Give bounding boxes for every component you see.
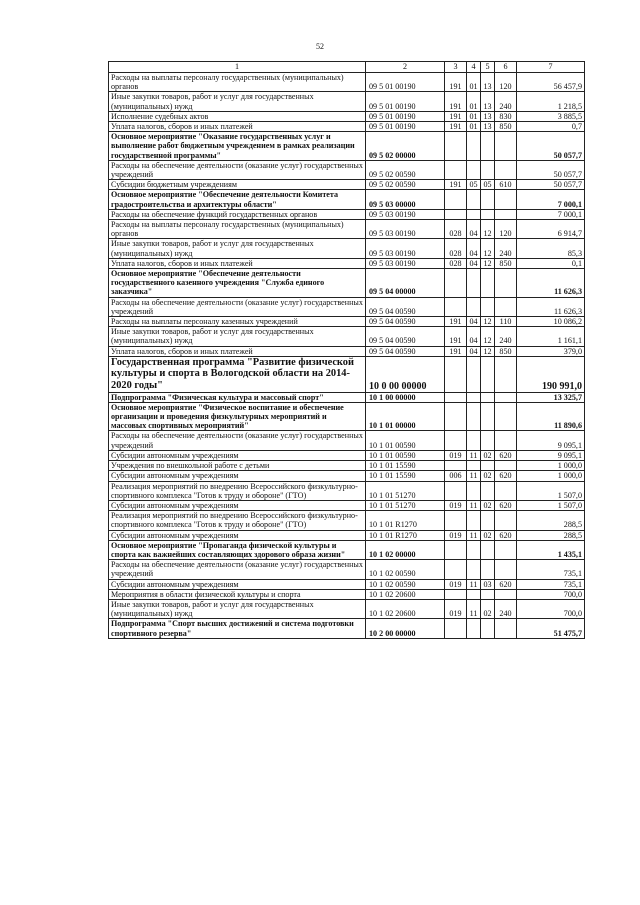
row-code-3 xyxy=(445,431,467,450)
row-code-3: 028 xyxy=(445,220,467,239)
row-code-6: 120 xyxy=(495,73,517,92)
row-code-3: 191 xyxy=(445,111,467,121)
row-code-5: 02 xyxy=(481,599,495,618)
row-amount: 3 885,5 xyxy=(517,111,585,121)
row-code-4 xyxy=(467,481,481,500)
row-code-5 xyxy=(481,431,495,450)
row-code-4: 04 xyxy=(467,317,481,327)
row-code-6: 620 xyxy=(495,579,517,589)
row-name: Расходы на выплаты персоналу казенных учреждений xyxy=(109,317,366,327)
row-name: Уплата налогов, сборов и иных платежей xyxy=(109,346,366,356)
row-code-5 xyxy=(481,540,495,559)
budget-table xyxy=(108,61,585,639)
row-code-6 xyxy=(495,619,517,638)
table-row xyxy=(109,619,585,638)
row-code-5: 02 xyxy=(481,500,495,510)
row-code: 10 1 00 00000 xyxy=(366,392,445,402)
row-code-6: 850 xyxy=(495,258,517,268)
row-name: Уплата налогов, сборов и иных платежей xyxy=(109,122,366,132)
row-name: Расходы на выплаты персоналу государственных (муниципальных) органов xyxy=(109,220,366,239)
row-code-4 xyxy=(467,392,481,402)
row-amount: 379,0 xyxy=(517,346,585,356)
table-row xyxy=(109,209,585,219)
row-name: Основное мероприятие "Обеспечение деятельности Комитета градостроительства и архитектуры области" xyxy=(109,190,366,209)
row-amount: 735,1 xyxy=(517,579,585,589)
row-code-3 xyxy=(445,540,467,559)
row-name: Основное мероприятие "Пропаганда физической культуры и спорта как важнейших составляющих здорового образа жизни" xyxy=(109,540,366,559)
row-code-6: 120 xyxy=(495,220,517,239)
row-code: 10 1 01 51270 xyxy=(366,500,445,510)
table-row xyxy=(109,297,585,316)
row-code: 09 5 03 00190 xyxy=(366,209,445,219)
row-code-6: 620 xyxy=(495,471,517,481)
table-row xyxy=(109,356,585,392)
row-code: 09 5 04 00000 xyxy=(366,269,445,298)
row-code-5: 12 xyxy=(481,346,495,356)
table-row xyxy=(109,220,585,239)
row-code-5 xyxy=(481,511,495,530)
row-code: 09 5 03 00190 xyxy=(366,239,445,258)
row-code-4 xyxy=(467,589,481,599)
table-row xyxy=(109,73,585,92)
row-amount: 13 325,7 xyxy=(517,392,585,402)
row-amount: 50 057,7 xyxy=(517,180,585,190)
row-code-3 xyxy=(445,481,467,500)
row-code-6 xyxy=(495,402,517,431)
page-number: 52 xyxy=(316,42,324,51)
row-name: Иные закупки товаров, работ и услуг для государственных (муниципальных) нужд xyxy=(109,239,366,258)
row-code-4 xyxy=(467,190,481,209)
row-code-5: 12 xyxy=(481,220,495,239)
row-code-6: 620 xyxy=(495,530,517,540)
row-amount: 10 086,2 xyxy=(517,317,585,327)
row-amount: 1 507,0 xyxy=(517,481,585,500)
table-row xyxy=(109,530,585,540)
row-code-5 xyxy=(481,190,495,209)
table-row xyxy=(109,258,585,268)
row-code-4 xyxy=(467,297,481,316)
row-code-5: 13 xyxy=(481,73,495,92)
row-code-4 xyxy=(467,132,481,161)
row-amount: 190 991,0 xyxy=(517,356,585,392)
header-col-2: 2 xyxy=(366,62,445,73)
row-code-3: 028 xyxy=(445,239,467,258)
row-code-6 xyxy=(495,392,517,402)
row-code-6: 830 xyxy=(495,111,517,121)
header-col-7: 7 xyxy=(517,62,585,73)
table-row xyxy=(109,589,585,599)
row-code-3: 191 xyxy=(445,180,467,190)
row-code-3: 191 xyxy=(445,92,467,111)
row-code-6 xyxy=(495,209,517,219)
row-name: Основное мероприятие "Оказание государственных услуг и выполнение работ бюджетным учреждением в рамках реализации государственной программы" xyxy=(109,132,366,161)
row-code-5: 12 xyxy=(481,239,495,258)
row-code-5 xyxy=(481,160,495,179)
header-col-1: 1 xyxy=(109,62,366,73)
table-row xyxy=(109,599,585,618)
row-code-3: 019 xyxy=(445,500,467,510)
row-code-3: 028 xyxy=(445,258,467,268)
row-name: Иные закупки товаров, работ и услуг для государственных (муниципальных) нужд xyxy=(109,599,366,618)
row-code-6: 240 xyxy=(495,239,517,258)
row-code-4: 04 xyxy=(467,239,481,258)
row-code: 10 1 01 15590 xyxy=(366,471,445,481)
row-code: 10 1 02 00590 xyxy=(366,560,445,579)
row-code: 09 5 04 00590 xyxy=(366,346,445,356)
row-code-6 xyxy=(495,269,517,298)
row-amount: 735,1 xyxy=(517,560,585,579)
row-code-4 xyxy=(467,402,481,431)
row-code-3 xyxy=(445,511,467,530)
row-code-4 xyxy=(467,160,481,179)
row-code-6 xyxy=(495,356,517,392)
table-row xyxy=(109,471,585,481)
row-code-3 xyxy=(445,297,467,316)
row-code-5 xyxy=(481,402,495,431)
row-code-4: 11 xyxy=(467,599,481,618)
table-row xyxy=(109,511,585,530)
table-row xyxy=(109,392,585,402)
table-row xyxy=(109,540,585,559)
row-code-4 xyxy=(467,540,481,559)
row-code-4: 11 xyxy=(467,450,481,460)
row-code-3 xyxy=(445,209,467,219)
row-name: Расходы на обеспечение деятельности (оказание услуг) государственных учреждений xyxy=(109,431,366,450)
table-row xyxy=(109,431,585,450)
table-row xyxy=(109,160,585,179)
row-code-4: 11 xyxy=(467,579,481,589)
row-code-3 xyxy=(445,402,467,431)
row-name: Расходы на обеспечение деятельности (оказание услуг) государственных учреждений xyxy=(109,160,366,179)
table-row xyxy=(109,500,585,510)
row-code-5: 02 xyxy=(481,471,495,481)
row-code-3: 006 xyxy=(445,471,467,481)
row-name: Подпрограмма "Спорт высших достижений и система подготовки спортивного резерва" xyxy=(109,619,366,638)
row-code-4 xyxy=(467,356,481,392)
row-code: 10 1 02 00590 xyxy=(366,579,445,589)
row-code: 09 5 04 00590 xyxy=(366,317,445,327)
row-name: Мероприятия в области физической культуры и спорта xyxy=(109,589,366,599)
header-col-5: 5 xyxy=(481,62,495,73)
row-code-3 xyxy=(445,269,467,298)
table-body xyxy=(109,73,585,639)
row-code-4 xyxy=(467,511,481,530)
row-code-6 xyxy=(495,560,517,579)
row-code: 09 5 04 00590 xyxy=(366,327,445,346)
row-code-3: 019 xyxy=(445,450,467,460)
table-row xyxy=(109,560,585,579)
row-amount: 11 626,3 xyxy=(517,269,585,298)
row-code-6: 850 xyxy=(495,122,517,132)
row-code-5 xyxy=(481,297,495,316)
table-row xyxy=(109,122,585,132)
row-code-4: 01 xyxy=(467,122,481,132)
row-code: 10 1 01 00000 xyxy=(366,402,445,431)
row-code: 09 5 02 00590 xyxy=(366,160,445,179)
row-code-3 xyxy=(445,560,467,579)
table-row xyxy=(109,239,585,258)
header-col-4: 4 xyxy=(467,62,481,73)
row-amount: 1 161,1 xyxy=(517,327,585,346)
row-code: 09 5 03 00000 xyxy=(366,190,445,209)
table-row xyxy=(109,579,585,589)
table-header-row xyxy=(109,62,585,73)
row-name: Реализация мероприятий по внедрению Всероссийского физкультурно-спортивного комплекса "Готов к труду и обороне" (ГТО) xyxy=(109,481,366,500)
row-code-3: 191 xyxy=(445,122,467,132)
row-code: 10 1 01 R1270 xyxy=(366,530,445,540)
row-code: 10 1 01 51270 xyxy=(366,481,445,500)
row-code-5 xyxy=(481,132,495,161)
row-code-3 xyxy=(445,619,467,638)
table-row xyxy=(109,461,585,471)
row-amount: 9 095,1 xyxy=(517,431,585,450)
row-code-4 xyxy=(467,431,481,450)
row-code-5: 13 xyxy=(481,111,495,121)
row-name: Субсидии автономным учреждениям xyxy=(109,471,366,481)
row-amount: 11 890,6 xyxy=(517,402,585,431)
row-code: 10 1 02 00000 xyxy=(366,540,445,559)
row-name: Субсидии автономным учреждениям xyxy=(109,450,366,460)
row-code-5 xyxy=(481,481,495,500)
row-name: Реализация мероприятий по внедрению Всероссийского физкультурно-спортивного комплекса "Готов к труду и обороне" (ГТО) xyxy=(109,511,366,530)
row-code-4 xyxy=(467,619,481,638)
row-code: 10 1 01 00590 xyxy=(366,431,445,450)
header-col-6: 6 xyxy=(495,62,517,73)
row-code-5 xyxy=(481,269,495,298)
row-code-4 xyxy=(467,560,481,579)
row-code-4 xyxy=(467,269,481,298)
row-code-4: 01 xyxy=(467,73,481,92)
row-name: Подпрограмма "Физическая культура и массовый спорт" xyxy=(109,392,366,402)
row-code-6: 240 xyxy=(495,599,517,618)
row-name: Учреждения по внешкольной работе с детьми xyxy=(109,461,366,471)
table-row xyxy=(109,481,585,500)
row-code-3: 019 xyxy=(445,530,467,540)
row-code-4: 11 xyxy=(467,500,481,510)
table-row xyxy=(109,327,585,346)
row-code-5: 13 xyxy=(481,92,495,111)
row-code: 09 5 03 00190 xyxy=(366,220,445,239)
row-name: Основное мероприятие "Физическое воспитание и обеспечение организации и проведения физкультурных мероприятий и массовых спортивных мероприятий" xyxy=(109,402,366,431)
row-amount: 50 057,7 xyxy=(517,160,585,179)
row-code-4: 04 xyxy=(467,327,481,346)
row-amount: 1 507,0 xyxy=(517,500,585,510)
row-amount: 288,5 xyxy=(517,530,585,540)
row-code: 09 5 04 00590 xyxy=(366,297,445,316)
row-code-5: 12 xyxy=(481,258,495,268)
row-code-3: 019 xyxy=(445,599,467,618)
row-code-4: 11 xyxy=(467,471,481,481)
table-row xyxy=(109,190,585,209)
row-code-4: 04 xyxy=(467,220,481,239)
row-code: 10 1 02 20600 xyxy=(366,589,445,599)
row-name: Расходы на обеспечение деятельности (оказание услуг) государственных учреждений xyxy=(109,560,366,579)
row-code-5 xyxy=(481,461,495,471)
row-name: Субсидии автономным учреждениям xyxy=(109,500,366,510)
row-amount: 1 435,1 xyxy=(517,540,585,559)
row-code-4: 11 xyxy=(467,530,481,540)
row-code: 09 5 03 00190 xyxy=(366,258,445,268)
row-code-3: 191 xyxy=(445,327,467,346)
table-row xyxy=(109,111,585,121)
row-amount: 11 626,3 xyxy=(517,297,585,316)
row-code: 09 5 01 00190 xyxy=(366,73,445,92)
row-code-6: 240 xyxy=(495,92,517,111)
row-code-5 xyxy=(481,209,495,219)
row-name: Уплата налогов, сборов и иных платежей xyxy=(109,258,366,268)
row-code-6 xyxy=(495,481,517,500)
row-amount: 9 095,1 xyxy=(517,450,585,460)
row-code-3 xyxy=(445,190,467,209)
row-amount: 7 000,1 xyxy=(517,190,585,209)
row-name: Иные закупки товаров, работ и услуг для государственных (муниципальных) нужд xyxy=(109,92,366,111)
row-name: Субсидии бюджетным учреждениям xyxy=(109,180,366,190)
table-row xyxy=(109,180,585,190)
row-name: Государственная программа "Развитие физической культуры и спорта в Вологодской области на 2014-2020 годы" xyxy=(109,356,366,392)
row-code-4 xyxy=(467,461,481,471)
row-code-3: 191 xyxy=(445,317,467,327)
row-amount: 1 000,0 xyxy=(517,471,585,481)
row-code-6: 610 xyxy=(495,180,517,190)
row-code-4: 05 xyxy=(467,180,481,190)
row-code-4 xyxy=(467,209,481,219)
row-amount: 288,5 xyxy=(517,511,585,530)
row-code-4: 04 xyxy=(467,346,481,356)
row-code-3 xyxy=(445,132,467,161)
row-code-5: 12 xyxy=(481,327,495,346)
table-row xyxy=(109,317,585,327)
row-code: 10 1 01 R1270 xyxy=(366,511,445,530)
row-name: Основное мероприятие "Обеспечение деятельности государственного казенного учреждения "Служба единого заказчика" xyxy=(109,269,366,298)
table-row xyxy=(109,346,585,356)
row-code: 10 2 00 00000 xyxy=(366,619,445,638)
row-code-6 xyxy=(495,511,517,530)
header-col-3: 3 xyxy=(445,62,467,73)
row-code-5: 12 xyxy=(481,317,495,327)
row-amount: 1 218,5 xyxy=(517,92,585,111)
row-code-6: 620 xyxy=(495,450,517,460)
row-code-6 xyxy=(495,589,517,599)
row-code-5: 13 xyxy=(481,122,495,132)
row-name: Расходы на обеспечение деятельности (оказание услуг) государственных учреждений xyxy=(109,297,366,316)
row-code-6: 110 xyxy=(495,317,517,327)
row-code: 09 5 02 00590 xyxy=(366,180,445,190)
row-code-5 xyxy=(481,560,495,579)
row-code-4: 04 xyxy=(467,258,481,268)
row-amount: 700,0 xyxy=(517,599,585,618)
row-code: 09 5 01 00190 xyxy=(366,111,445,121)
table-row xyxy=(109,402,585,431)
row-code: 09 5 01 00190 xyxy=(366,122,445,132)
row-name: Исполнение судебных актов xyxy=(109,111,366,121)
row-amount: 0,1 xyxy=(517,258,585,268)
row-code-5: 03 xyxy=(481,579,495,589)
table-row xyxy=(109,450,585,460)
row-code-6: 850 xyxy=(495,346,517,356)
row-code-3: 191 xyxy=(445,73,467,92)
row-name: Расходы на обеспечение функций государственных органов xyxy=(109,209,366,219)
row-code-3 xyxy=(445,392,467,402)
row-name: Иные закупки товаров, работ и услуг для государственных (муниципальных) нужд xyxy=(109,327,366,346)
row-amount: 6 914,7 xyxy=(517,220,585,239)
row-code-4: 01 xyxy=(467,92,481,111)
row-code-6: 240 xyxy=(495,327,517,346)
row-code-5: 05 xyxy=(481,180,495,190)
row-amount: 85,3 xyxy=(517,239,585,258)
row-code-6 xyxy=(495,461,517,471)
row-code-3 xyxy=(445,356,467,392)
row-code-3 xyxy=(445,160,467,179)
row-code-5 xyxy=(481,392,495,402)
row-code: 09 5 02 00000 xyxy=(366,132,445,161)
row-code: 10 1 01 00590 xyxy=(366,450,445,460)
row-code: 09 5 01 00190 xyxy=(366,92,445,111)
row-code: 10 1 02 20600 xyxy=(366,599,445,618)
row-amount: 51 475,7 xyxy=(517,619,585,638)
row-code-6: 620 xyxy=(495,500,517,510)
table-row xyxy=(109,269,585,298)
row-code: 10 1 01 15590 xyxy=(366,461,445,471)
row-code: 10 0 00 00000 xyxy=(366,356,445,392)
row-code-3: 191 xyxy=(445,346,467,356)
row-amount: 700,0 xyxy=(517,589,585,599)
row-code-5 xyxy=(481,356,495,392)
row-code-6 xyxy=(495,431,517,450)
row-name: Расходы на выплаты персоналу государственных (муниципальных) органов xyxy=(109,73,366,92)
row-amount: 0,7 xyxy=(517,122,585,132)
row-code-6 xyxy=(495,540,517,559)
row-amount: 50 057,7 xyxy=(517,132,585,161)
row-amount: 56 457,9 xyxy=(517,73,585,92)
row-code-6 xyxy=(495,190,517,209)
row-code-5 xyxy=(481,619,495,638)
row-code-6 xyxy=(495,160,517,179)
table-row xyxy=(109,92,585,111)
row-code-5 xyxy=(481,589,495,599)
row-code-4: 01 xyxy=(467,111,481,121)
row-amount: 7 000,1 xyxy=(517,209,585,219)
row-name: Субсидии автономным учреждениям xyxy=(109,579,366,589)
row-amount: 1 000,0 xyxy=(517,461,585,471)
row-code-3: 019 xyxy=(445,579,467,589)
row-name: Субсидии автономным учреждениям xyxy=(109,530,366,540)
row-code-6 xyxy=(495,297,517,316)
row-code-5: 02 xyxy=(481,450,495,460)
row-code-6 xyxy=(495,132,517,161)
row-code-3 xyxy=(445,589,467,599)
table-row xyxy=(109,132,585,161)
row-code-5: 02 xyxy=(481,530,495,540)
row-code-3 xyxy=(445,461,467,471)
